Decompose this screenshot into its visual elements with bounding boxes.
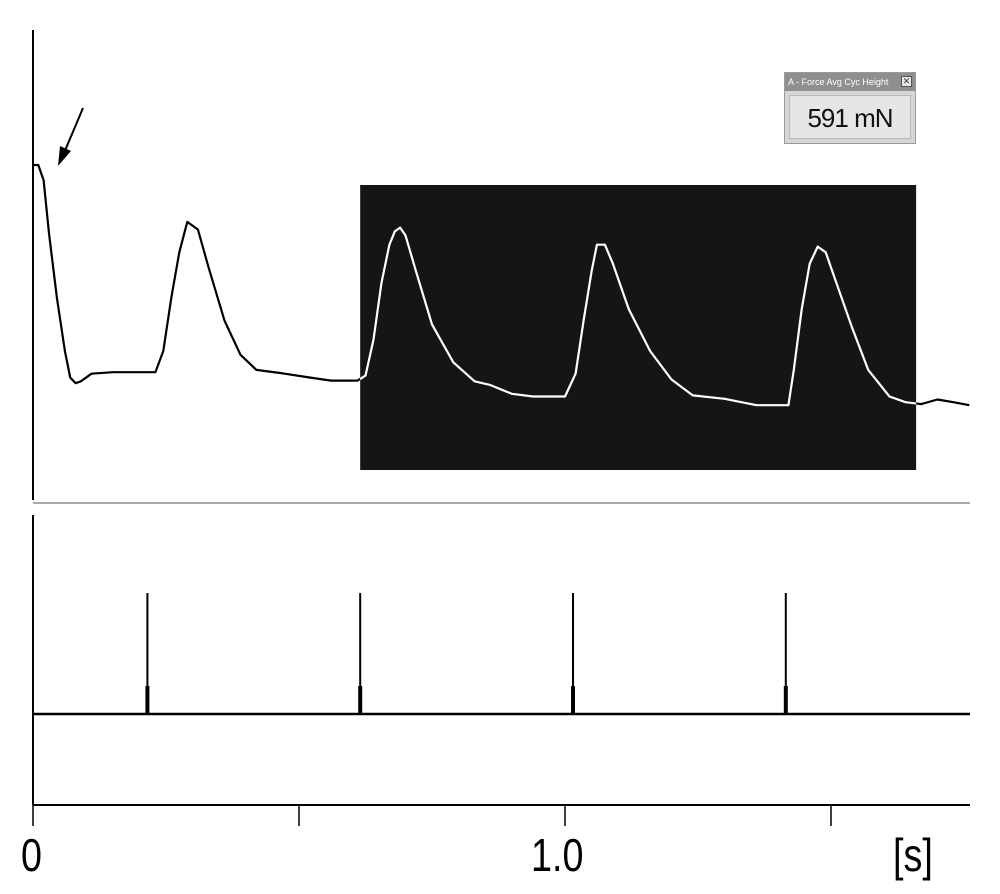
meter-title: A - Force Avg Cyc Height [785, 73, 915, 91]
stimulus-pulse-base-3 [784, 686, 788, 714]
force-avg-cyc-height-meter[interactable] [784, 72, 916, 144]
stimulus-pulse-base-2 [571, 686, 575, 714]
x-tick-label-1.0: 1.0 [531, 829, 584, 881]
stimulus-trace [33, 593, 970, 714]
annotations [58, 108, 83, 166]
x-tick-label-0: 0 [21, 829, 42, 881]
close-icon[interactable]: ✕ [902, 77, 911, 87]
arrow-shaft [64, 108, 83, 153]
meter-value: 591 mN [789, 95, 911, 139]
x-axis-unit-label: [s] [893, 829, 933, 881]
stimulus-pulse-base-0 [145, 686, 149, 714]
stimulus-pulse-base-1 [358, 686, 362, 714]
arrow-head [58, 146, 71, 166]
